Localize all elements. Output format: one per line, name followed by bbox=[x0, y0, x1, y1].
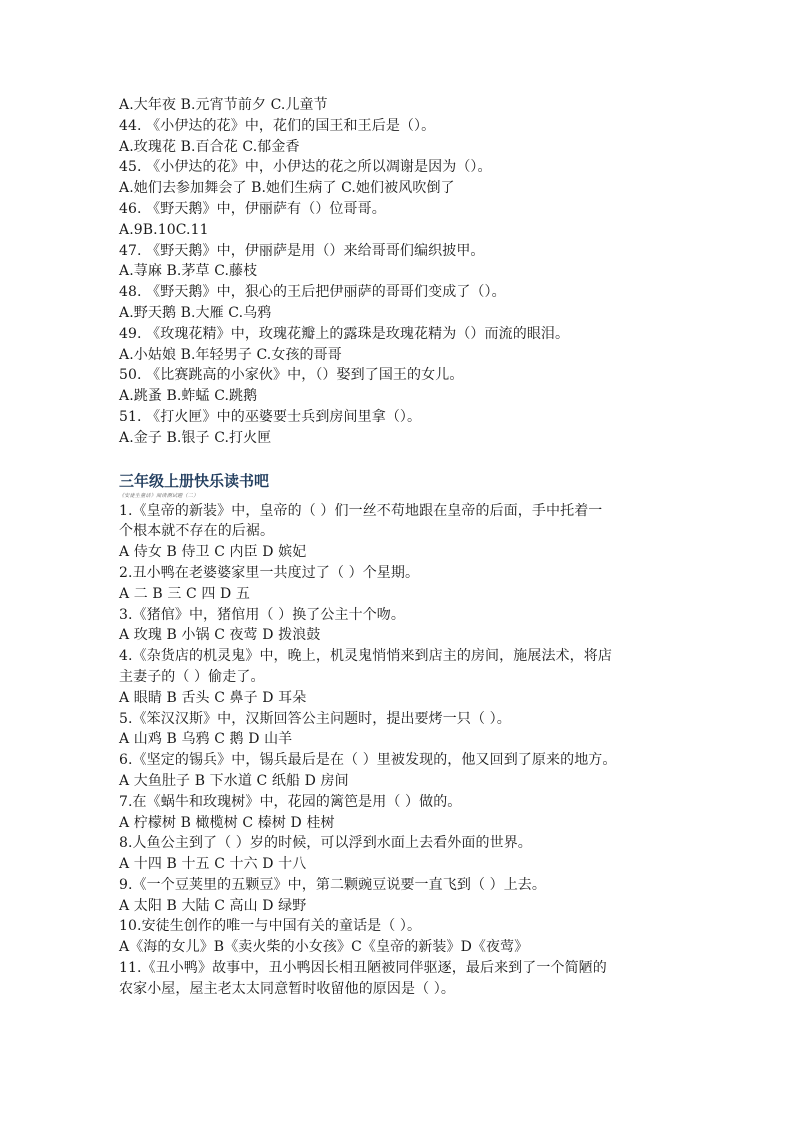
text-line: A 侍女 B 侍卫 C 内臣 D 嫔妃 bbox=[119, 544, 307, 561]
text-line: A 太阳 B 大陆 C 高山 D 绿野 bbox=[119, 897, 307, 914]
text-line: 8.人鱼公主到了（ ）岁的时候，可以浮到水面上去看外面的世界。 bbox=[119, 835, 532, 852]
text-line: A.她们去参加舞会了 B.她们生病了 C.她们被风吹倒了 bbox=[119, 180, 455, 197]
text-line: A 山鸡 B 乌鸦 C 鹅 D 山羊 bbox=[119, 731, 293, 748]
text-line: A.9B.10C.11 bbox=[119, 221, 209, 238]
text-line: A 眼睛 B 舌头 C 鼻子 D 耳朵 bbox=[119, 689, 307, 706]
text-line: 5.《笨汉汉斯》中，汉斯回答公主问题时，提出要烤一只（ ）。 bbox=[119, 710, 511, 727]
text-line: 51. 《打火匣》中的巫婆要士兵到房间里拿（）。 bbox=[119, 408, 422, 425]
text-line: 主妻子的（ ）偷走了。 bbox=[119, 668, 265, 685]
text-line: 50. 《比赛跳高的小家伙》中，（）娶到了国王的女儿。 bbox=[119, 367, 464, 384]
text-line: 49. 《玫瑰花精》中，玫瑰花瓣上的露珠是玫瑰花精为（）而流的眼泪。 bbox=[119, 325, 570, 342]
text-line: A.跳蚤 B.蚱蜢 C.跳鹅 bbox=[119, 388, 258, 405]
text-line: 农家小屋，屋主老太太同意暂时收留他的原因是（ ）。 bbox=[119, 980, 455, 997]
text-line: 7.在《蜗牛和玫瑰树》中，花园的篱笆是用（ ）做的。 bbox=[119, 793, 462, 810]
document-page bbox=[119, 95, 679, 1000]
text-line: 个根本就不存在的后裾。 bbox=[119, 523, 275, 540]
text-line: A 大鱼肚子 B 下水道 C 纸船 D 房间 bbox=[119, 772, 349, 789]
section-heading: 三年级上册快乐读书吧 bbox=[119, 471, 270, 490]
question-block-part2 bbox=[119, 501, 679, 1000]
text-line: A.金子 B.银子 C.打火匣 bbox=[119, 429, 272, 446]
text-line: 2.丑小鸭在老婆婆家里一共度过了（ ）个星期。 bbox=[119, 564, 420, 581]
text-line: 48. 《野天鹅》中，狠心的王后把伊丽萨的哥哥们变成了（）。 bbox=[119, 284, 506, 301]
text-line: A 柠檬树 B 橄榄树 C 榛树 D 桂树 bbox=[119, 814, 335, 831]
text-line: 47. 《野天鹅》中，伊丽萨是用（）来给哥哥们编织披甲。 bbox=[119, 242, 485, 259]
text-line: 11.《丑小鸭》故事中，丑小鸭因长相丑陋被同伴驱逐，最后来到了一个简陋的 bbox=[119, 960, 607, 977]
text-line: 44. 《小伊达的花》中，花们的国王和王后是（）。 bbox=[119, 117, 436, 134]
text-line: A 十四 B 十五 C 十六 D 十八 bbox=[119, 856, 307, 873]
question-block-part1 bbox=[119, 95, 679, 449]
text-line: A.玫瑰花 B.百合花 C.郁金香 bbox=[119, 138, 300, 155]
text-line: 10.安徒生创作的唯一与中国有关的童话是（ ）。 bbox=[119, 918, 422, 935]
text-line: 9.《一个豆荚里的五颗豆》中，第二颗豌豆说要一直飞到（ ）上去。 bbox=[119, 876, 547, 893]
text-line: A《海的女儿》B《卖火柴的小女孩》C《皇帝的新装》D《夜莺》 bbox=[119, 939, 529, 956]
text-line: 1.《皇帝的新装》中，皇帝的（ ）们一丝不苟地跟在皇帝的后面，手中托着一 bbox=[119, 502, 603, 519]
text-line: A 二 B 三 C 四 D 五 bbox=[119, 585, 250, 602]
text-line: 45. 《小伊达的花》中，小伊达的花之所以凋谢是因为（）。 bbox=[119, 159, 492, 176]
text-line: A.大年夜 B.元宵节前夕 C.儿童节 bbox=[119, 97, 328, 113]
text-line: 3.《猪倌》中，猪倌用（ ）换了公主十个吻。 bbox=[119, 606, 406, 623]
text-line: A 玫瑰 B 小锅 C 夜莺 D 拨浪鼓 bbox=[119, 627, 321, 644]
text-line: A.野天鹅 B.大雁 C.乌鸦 bbox=[119, 304, 272, 321]
text-line: 46. 《野天鹅》中，伊丽萨有（）位哥哥。 bbox=[119, 200, 386, 217]
text-line: A.荨麻 B.茅草 C.藤枝 bbox=[119, 263, 258, 280]
section-subtitle: 《安徒生童话》阅读测试题（二） bbox=[119, 492, 199, 499]
text-line: 4.《杂货店的机灵鬼》中，晚上，机灵鬼悄悄来到店主的房间，施展法术，将店 bbox=[119, 648, 612, 665]
spacer bbox=[119, 449, 679, 469]
text-line: A.小姑娘 B.年轻男子 C.女孩的哥哥 bbox=[119, 346, 342, 363]
text-line: 6.《坚定的锡兵》中，锡兵最后是在（ ）里被发现的，他又回到了原来的地方。 bbox=[119, 752, 617, 769]
